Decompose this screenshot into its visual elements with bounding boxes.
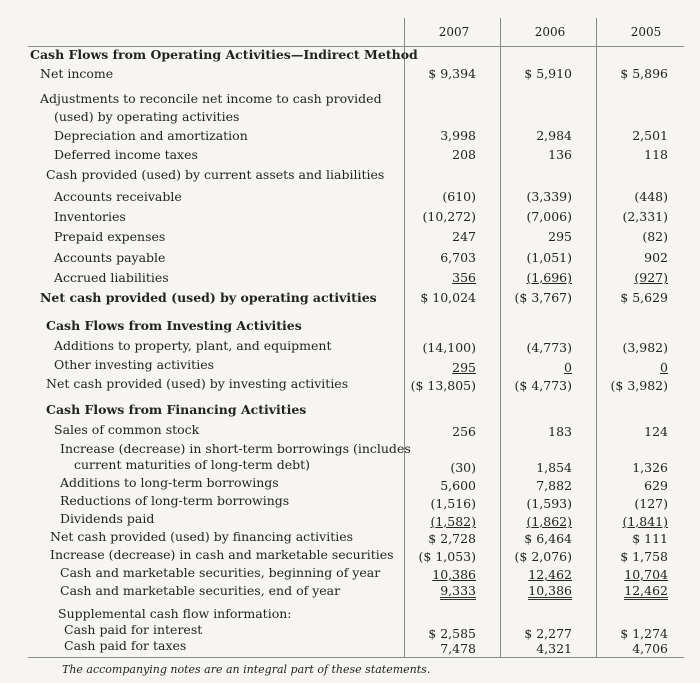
dividends-2006: (1,862) bbox=[526, 514, 572, 529]
increase-cash-2006: ($ 2,076) bbox=[514, 549, 572, 564]
column-divider-2006 bbox=[500, 18, 501, 658]
interest-paid-2006: $ 2,277 bbox=[524, 626, 572, 641]
payable-2005: 902 bbox=[644, 250, 668, 265]
year-header-2005: 2005 bbox=[630, 25, 662, 39]
net-investing-2005: ($ 3,982) bbox=[610, 378, 668, 393]
additions-ppe-2006: (4,773) bbox=[526, 340, 572, 355]
row-label-lt-additions: Additions to long-term borrowings bbox=[60, 475, 279, 490]
year-header-2006: 2006 bbox=[534, 25, 566, 39]
payable-2006: (1,051) bbox=[526, 250, 572, 265]
increase-cash-2007: ($ 1,053) bbox=[418, 549, 476, 564]
additions-ppe-2007: (14,100) bbox=[422, 340, 476, 355]
other-investing-2006: 0 bbox=[564, 360, 572, 375]
depreciation-2005: 2,501 bbox=[632, 128, 668, 143]
row-label-receivable: Accounts receivable bbox=[54, 189, 182, 204]
deferred-tax-2005: 118 bbox=[644, 147, 668, 162]
accrued-2007: 356 bbox=[452, 270, 476, 285]
net-financing-2007: $ 2,728 bbox=[428, 531, 476, 546]
row-label-net-income: Net income bbox=[40, 66, 114, 81]
inventories-2007: (10,272) bbox=[422, 209, 476, 224]
dividends-2007: (1,582) bbox=[430, 514, 476, 529]
inventories-2006: (7,006) bbox=[526, 209, 572, 224]
row-label-payable: Accounts payable bbox=[54, 250, 166, 265]
deferred-tax-2007: 208 bbox=[452, 147, 476, 162]
row-label-deferred-tax: Deferred income taxes bbox=[54, 147, 198, 162]
net-financing-2005: $ 111 bbox=[632, 531, 668, 546]
accrued-2005: (927) bbox=[634, 270, 668, 285]
cash-end-2006: 10,386 bbox=[528, 583, 572, 598]
taxes-paid-2007: 7,478 bbox=[440, 641, 476, 656]
net-operating-2005: $ 5,629 bbox=[620, 290, 668, 305]
lt-reductions-2006: (1,593) bbox=[526, 496, 572, 511]
row-label-current-assets: Cash provided (used) by current assets and liabilities bbox=[46, 167, 385, 182]
receivable-2005: (448) bbox=[634, 189, 668, 204]
lt-reductions-2005: (127) bbox=[634, 496, 668, 511]
column-divider-2005 bbox=[596, 18, 597, 658]
row-label-short-term-borrowings: Increase (decrease) in short-term borrowings (includes bbox=[60, 441, 411, 456]
section-header-financing: Cash Flows from Financing Activities bbox=[46, 402, 307, 417]
row-label-common-stock: Sales of common stock bbox=[54, 422, 200, 437]
row-label-taxes-paid: Cash paid for taxes bbox=[64, 638, 187, 653]
lt-reductions-2007: (1,516) bbox=[430, 496, 476, 511]
common-stock-2007: 256 bbox=[452, 424, 476, 439]
row-label-adjustments: Adjustments to reconcile net income to cash provided bbox=[40, 91, 382, 106]
increase-cash-2005: $ 1,758 bbox=[620, 549, 668, 564]
row-label-short-term-borrowings-cont: current maturities of long-term debt) bbox=[74, 457, 311, 472]
cash-end-2007: 9,333 bbox=[440, 583, 476, 598]
prepaid-2006: 295 bbox=[548, 229, 572, 244]
cash-beginning-2007: 10,386 bbox=[432, 567, 476, 582]
net-investing-2006: ($ 4,773) bbox=[514, 378, 572, 393]
net-operating-2007: $ 10,024 bbox=[420, 290, 476, 305]
inventories-2005: (2,331) bbox=[622, 209, 668, 224]
row-label-other-investing: Other investing activities bbox=[54, 357, 215, 372]
row-label-additions-ppe: Additions to property, plant, and equipment bbox=[54, 338, 332, 353]
year-header-2007: 2007 bbox=[438, 25, 470, 39]
net-financing-2006: $ 6,464 bbox=[524, 531, 572, 546]
cash-end-2005: 12,462 bbox=[624, 583, 668, 598]
payable-2007: 6,703 bbox=[440, 250, 476, 265]
net-investing-2007: ($ 13,805) bbox=[410, 378, 476, 393]
short-term-borrowings-2007: (30) bbox=[450, 460, 476, 475]
receivable-2006: (3,339) bbox=[526, 189, 572, 204]
interest-paid-2005: $ 1,274 bbox=[620, 626, 668, 641]
cash-beginning-2005: 10,704 bbox=[624, 567, 668, 582]
row-label-increase-cash: Increase (decrease) in cash and marketable securities bbox=[50, 547, 394, 562]
depreciation-2006: 2,984 bbox=[536, 128, 572, 143]
short-term-borrowings-2005: 1,326 bbox=[632, 460, 668, 475]
label-column-divider bbox=[404, 18, 405, 658]
deferred-tax-2006: 136 bbox=[548, 147, 572, 162]
row-label-accrued: Accrued liabilities bbox=[54, 270, 169, 285]
short-term-borrowings-2006: 1,854 bbox=[536, 460, 572, 475]
prepaid-2007: 247 bbox=[452, 229, 476, 244]
row-label-net-investing: Net cash provided (used) by investing activities bbox=[46, 376, 349, 391]
taxes-paid-2005: 4,706 bbox=[632, 641, 668, 656]
net-income-2005: $ 5,896 bbox=[620, 66, 668, 81]
interest-paid-2007: $ 2,585 bbox=[428, 626, 476, 641]
row-label-net-financing: Net cash provided (used) by financing activities bbox=[50, 529, 354, 544]
bottom-rule bbox=[28, 657, 684, 658]
taxes-paid-2006: 4,321 bbox=[536, 641, 572, 656]
receivable-2007: (610) bbox=[442, 189, 476, 204]
net-income-2006: $ 5,910 bbox=[524, 66, 572, 81]
prepaid-2005: (82) bbox=[642, 229, 668, 244]
additions-ppe-2005: (3,982) bbox=[622, 340, 668, 355]
row-label-inventories: Inventories bbox=[54, 209, 126, 224]
section-header-operating: Cash Flows from Operating Activities—Indirect Method bbox=[30, 47, 418, 62]
cash-beginning-2006: 12,462 bbox=[528, 567, 572, 582]
row-label-prepaid: Prepaid expenses bbox=[54, 229, 166, 244]
row-label-cash-end: Cash and marketable securities, end of year bbox=[60, 583, 341, 598]
row-label-net-operating: Net cash provided (used) by operating activities bbox=[40, 290, 377, 305]
common-stock-2005: 124 bbox=[644, 424, 668, 439]
depreciation-2007: 3,998 bbox=[440, 128, 476, 143]
lt-additions-2007: 5,600 bbox=[440, 478, 476, 493]
row-label-depreciation: Depreciation and amortization bbox=[54, 128, 248, 143]
row-label-cash-beginning: Cash and marketable securities, beginning of year bbox=[60, 565, 381, 580]
row-label-adjustments-cont: (used) by operating activities bbox=[54, 109, 240, 124]
dividends-2005: (1,841) bbox=[622, 514, 668, 529]
common-stock-2006: 183 bbox=[548, 424, 572, 439]
net-income-2007: $ 9,394 bbox=[428, 66, 476, 81]
row-label-dividends: Dividends paid bbox=[60, 511, 155, 526]
other-investing-2005: 0 bbox=[660, 360, 668, 375]
other-investing-2007: 295 bbox=[452, 360, 476, 375]
lt-additions-2005: 629 bbox=[644, 478, 668, 493]
row-label-interest-paid: Cash paid for interest bbox=[64, 622, 203, 637]
section-header-investing: Cash Flows from Investing Activities bbox=[46, 318, 302, 333]
lt-additions-2006: 7,882 bbox=[536, 478, 572, 493]
net-operating-2006: ($ 3,767) bbox=[514, 290, 572, 305]
row-label-lt-reductions: Reductions of long-term borrowings bbox=[60, 493, 290, 508]
footnote: The accompanying notes are an integral part of these statements. bbox=[62, 663, 431, 676]
section-header-supplemental: Supplemental cash flow information: bbox=[58, 606, 292, 621]
accrued-2006: (1,696) bbox=[526, 270, 572, 285]
